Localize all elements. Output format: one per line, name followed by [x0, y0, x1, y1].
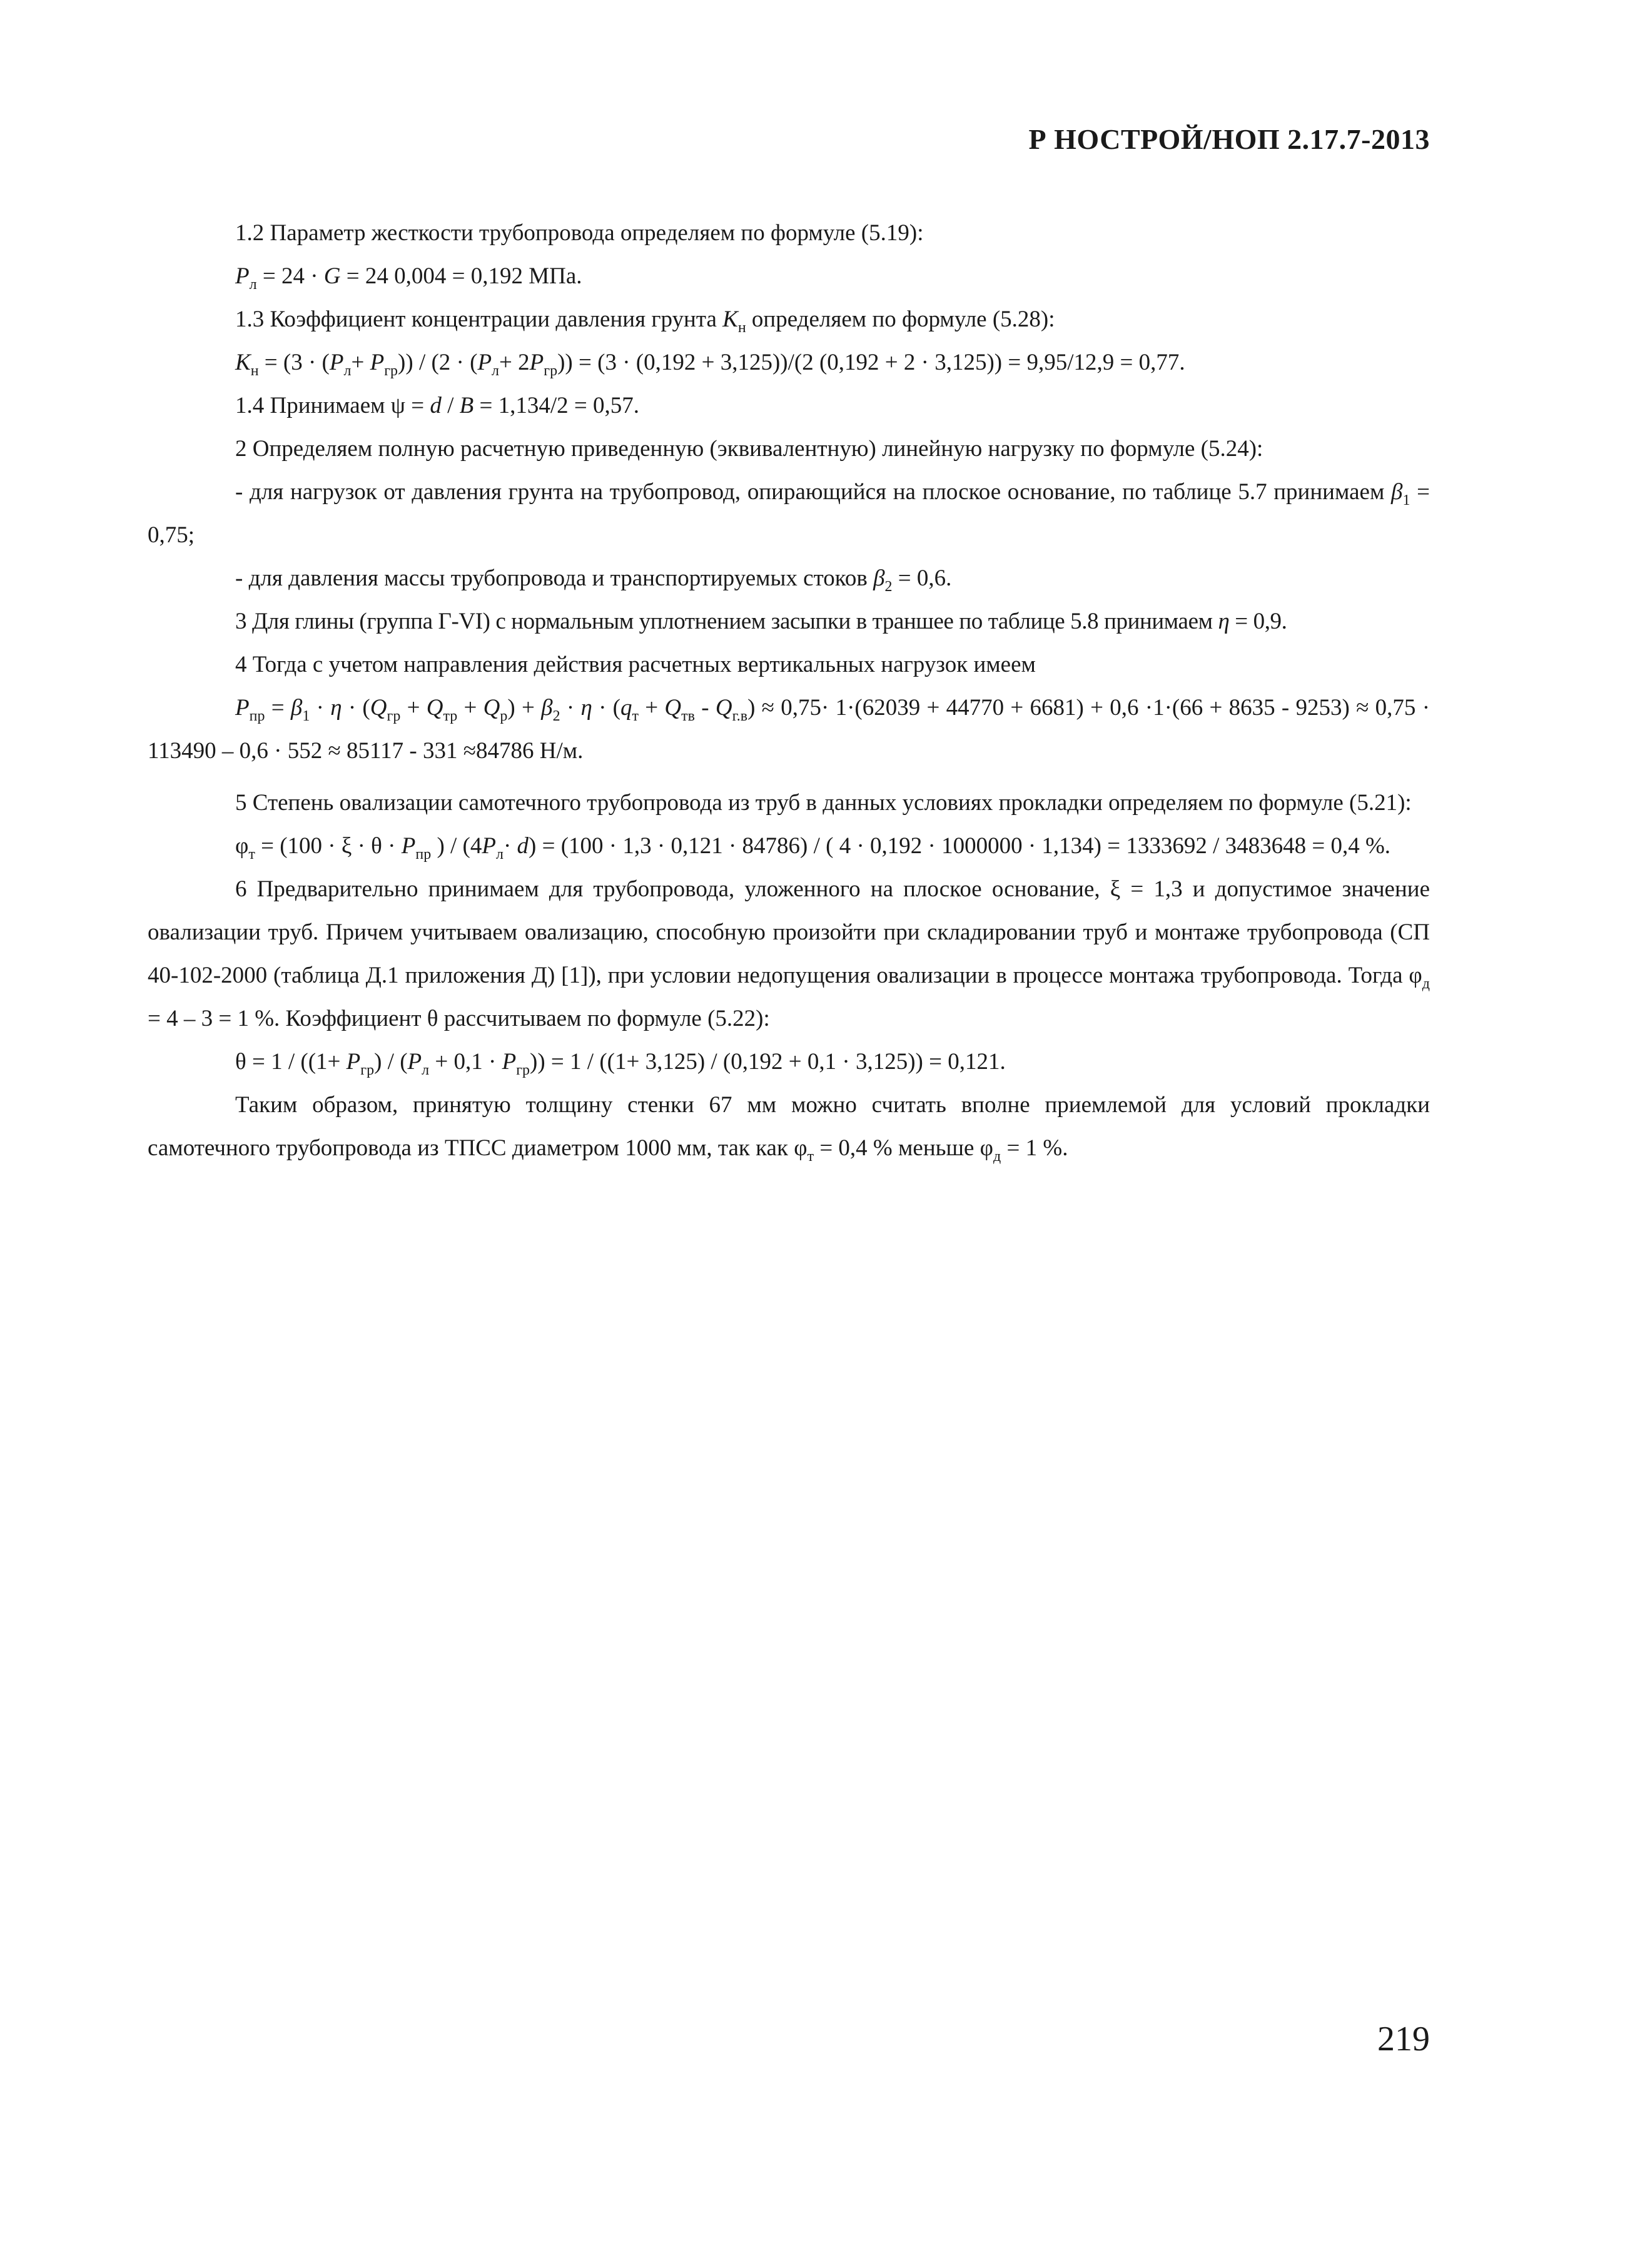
paragraph-5: 5 Степень овализации самотечного трубопровода из труб в данных условиях прокладки определяем по формуле (5.21):: [235, 790, 1412, 816]
formula-stiffness: $P_л = 24 \cdot G = 24$ 0,004 = 0,192 МПа.: [235, 263, 582, 293]
formula-equivalent-load: $P_{пр} = \beta_1 \cdot \eta \cdot (Q_{гр} + Q_{тр} + Q_р) + \beta_2 \cdot \eta \cdot (q_т + Q_{тв} - Q_{г.в}) \approx 0,75\cdot 1\cdot(62039 + 44770 + 6681) + 0,6 \cdot 1\cdot(66 + 8635 - 9253) \approx 0,75 \cdot 113490 - 0,6 \cdot 552 \approx 85117 - 331 \approx 84786$ Н/м.: [148, 695, 1430, 764]
paragraph-1-2: 1.2 Параметр жесткости трубопровода определяем по формуле (5.19):: [235, 220, 924, 246]
formula-theta: $\theta = 1 / ((1+ P_{гр}) / (P_л + 0,1 \cdot P_{гр})) = 1 / ((1+ 3,125) / (0,192 + 0,1 \cdot 3,125)) = 0,121$.: [235, 1049, 1006, 1078]
paragraph-3: 3 Для глины (группа Г-VI) с нормальным уплотнением засыпки в траншее по таблице 5.8 принимаем η = 0,9.: [235, 609, 1287, 634]
paragraph-1-3: 1.3 Коэффициент концентрации давления грунта $K_н$ определяем по формуле (5.28):: [235, 306, 1055, 336]
page-number: 219: [1377, 2020, 1430, 2058]
paragraph-conclusion: Таким образом, принятую толщину стенки 67 мм можно считать вполне приемлемой для условий прокладки самотечного трубопровода из ТПСС диаметром 1000 мм, так как $\varphi_т = 0,4$ % меньше $\varphi_д = 1$ %.: [148, 1092, 1430, 1165]
formula-ovalization: $\varphi_т = (100 \cdot \xi \cdot \theta \cdot P_{пр}$ ) / $(4P_л\cdot d) = (100 \cdot 1,3 \cdot 0,121 \cdot 84786)$ / ( 4 · 0,192 · 1000000 · 1,134) = 1333692 / 3483648 = 0,4 %.: [235, 833, 1391, 863]
page-body: [148, 211, 1430, 1170]
paragraph-6: 6 Предварительно принимаем для трубопровода, уложенного на плоское основание, ξ = 1,3 и допустимое значение овализации труб. Причем учитываем овализацию, способную произойти при складировании труб и монтаже трубопровода (СП 40-102-2000 (таблица Д.1 приложения Д) [1]), при условии недопущения овализации в процессе монтажа трубопровода. Тогда $\varphi_д = 4 - 3 = 1$ %. Коэффициент θ рассчитываем по формуле (5.22):: [148, 876, 1430, 1031]
document-code-header: Р НОСТРОЙ/НОП 2.17.7-2013: [1028, 123, 1430, 155]
paragraph-2-soil: - для нагрузок от давления грунта на трубопровод, опирающийся на плоское основание, по таблице 5.7 принимаем $\beta_1 = 0,75$;: [148, 479, 1430, 548]
paragraph-4: 4 Тогда с учетом направления действия расчетных вертикальных нагрузок имеем: [235, 652, 1036, 677]
paragraph-1-4: 1.4 Принимаем ψ = d / B = 1,134/2 = 0,57.: [235, 393, 639, 418]
formula-concentration: $K_н = (3 \cdot (P_л+ P_{гр})) / (2 \cdot (P_л+ 2P_{гр})) = (3 \cdot (0,192 + 3,125))/(2$ (0,192 + 2 · 3,125)) = 9,95/12,9 = 0,77.: [235, 350, 1185, 379]
paragraph-2: 2 Определяем полную расчетную приведенную (эквивалентную) линейную нагрузку по формуле (5.24):: [235, 436, 1263, 462]
paragraph-2-mass: - для давления массы трубопровода и транспортируемых стоков $\beta_2 = 0,6$.: [235, 565, 952, 595]
